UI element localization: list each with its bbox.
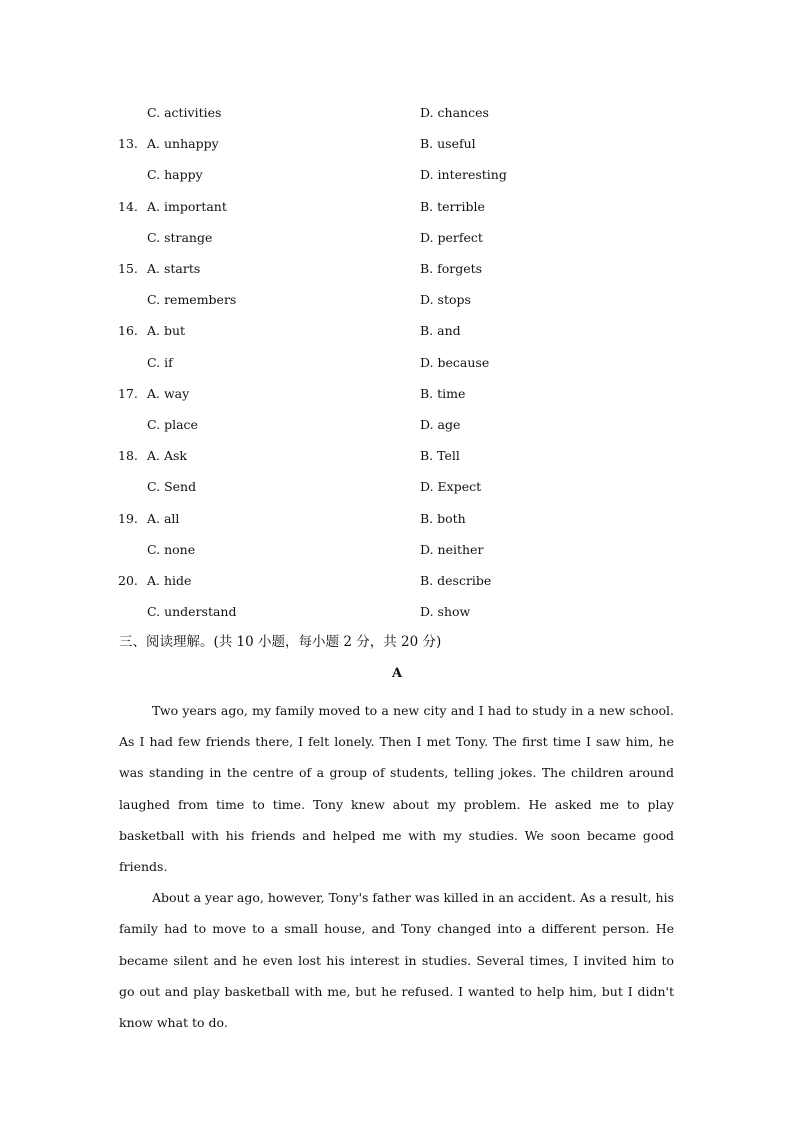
question-number: 20.	[118, 573, 138, 588]
option-row	[0, 228, 794, 248]
question-number: 14.	[118, 198, 138, 214]
option-row	[0, 353, 794, 373]
option-row	[0, 571, 794, 591]
option-left: A. starts	[147, 261, 201, 276]
question-number: 17.	[118, 385, 138, 401]
option-row	[0, 259, 794, 279]
option-row	[0, 415, 794, 435]
option-row	[0, 103, 794, 123]
passage	[119, 695, 674, 1038]
option-row	[0, 384, 794, 404]
option-row	[0, 321, 794, 341]
option-right: B. Tell	[420, 448, 460, 464]
option-row	[0, 134, 794, 154]
option-right: B. describe	[420, 573, 492, 588]
option-right: D. show	[420, 604, 471, 620]
question-number: 15.	[118, 261, 138, 276]
option-left: A. all	[147, 510, 180, 526]
option-right: D. neither	[420, 541, 484, 557]
question-number: 16.	[118, 323, 138, 339]
option-right: D. perfect	[420, 229, 483, 245]
option-row	[0, 446, 794, 466]
option-right: D. interesting	[420, 167, 507, 183]
option-left: C. none	[147, 541, 196, 557]
option-right: B. both	[420, 510, 466, 526]
option-right: B. useful	[420, 136, 476, 152]
option-right: D. because	[420, 354, 490, 370]
option-left: A. but	[147, 323, 186, 339]
option-left: C. place	[147, 417, 198, 432]
passage-title: A	[391, 666, 403, 681]
section-title: 三、阅读理解。(共 10 小题，每小题 2 分，共 20 分)	[119, 634, 442, 650]
option-left: C. activities	[147, 105, 222, 120]
option-right: B. and	[420, 323, 461, 339]
option-row	[0, 477, 794, 497]
paragraph: About a year ago, however, Tony's father was killed in an accident. As a result, his family had to move to a small house, and Tony changed into a different person. He became silent and he even lost his interest in studies. Several times, I invited him to go out and play basketball with me, but he refused. I wanted to help him, but I didn't know what to do.	[119, 890, 674, 1031]
question-number: 18.	[118, 448, 138, 464]
option-right: B. time	[420, 385, 466, 401]
option-left: A. important	[147, 198, 227, 214]
option-left: A. unhappy	[147, 136, 219, 152]
option-left: C. Send	[147, 479, 197, 495]
option-left: C. remembers	[147, 292, 237, 308]
option-left: C. happy	[147, 167, 203, 183]
option-right: D. stops	[420, 292, 471, 308]
option-left: A. way	[147, 385, 190, 401]
option-right: B. forgets	[420, 261, 483, 276]
option-left: A. Ask	[147, 448, 187, 464]
option-row	[0, 509, 794, 529]
paragraph: Two years ago, my family moved to a new city and I had to study in a new school. As I had few friends there, I felt lonely. Then I met Tony. The first time I saw him, he was standing in the centre of a group of students, telling jokes. The children around laughed from time to time. Tony knew about my problem. He asked me to play basketball with his friends and helped me with my studies. We soon became good friends.	[119, 703, 674, 875]
option-row	[0, 602, 794, 622]
option-right: D. age	[420, 417, 461, 432]
option-row	[0, 540, 794, 560]
option-right: B. terrible	[420, 198, 485, 214]
option-row	[0, 290, 794, 310]
option-right: D. chances	[420, 105, 489, 120]
option-row	[0, 197, 794, 217]
option-left: C. understand	[147, 604, 237, 620]
question-number: 19.	[118, 510, 138, 526]
option-left: C. if	[147, 354, 173, 370]
option-left: A. hide	[147, 573, 192, 588]
option-right: D. Expect	[420, 479, 482, 495]
question-number: 13.	[118, 136, 138, 152]
option-row	[0, 165, 794, 185]
option-left: C. strange	[147, 229, 213, 245]
